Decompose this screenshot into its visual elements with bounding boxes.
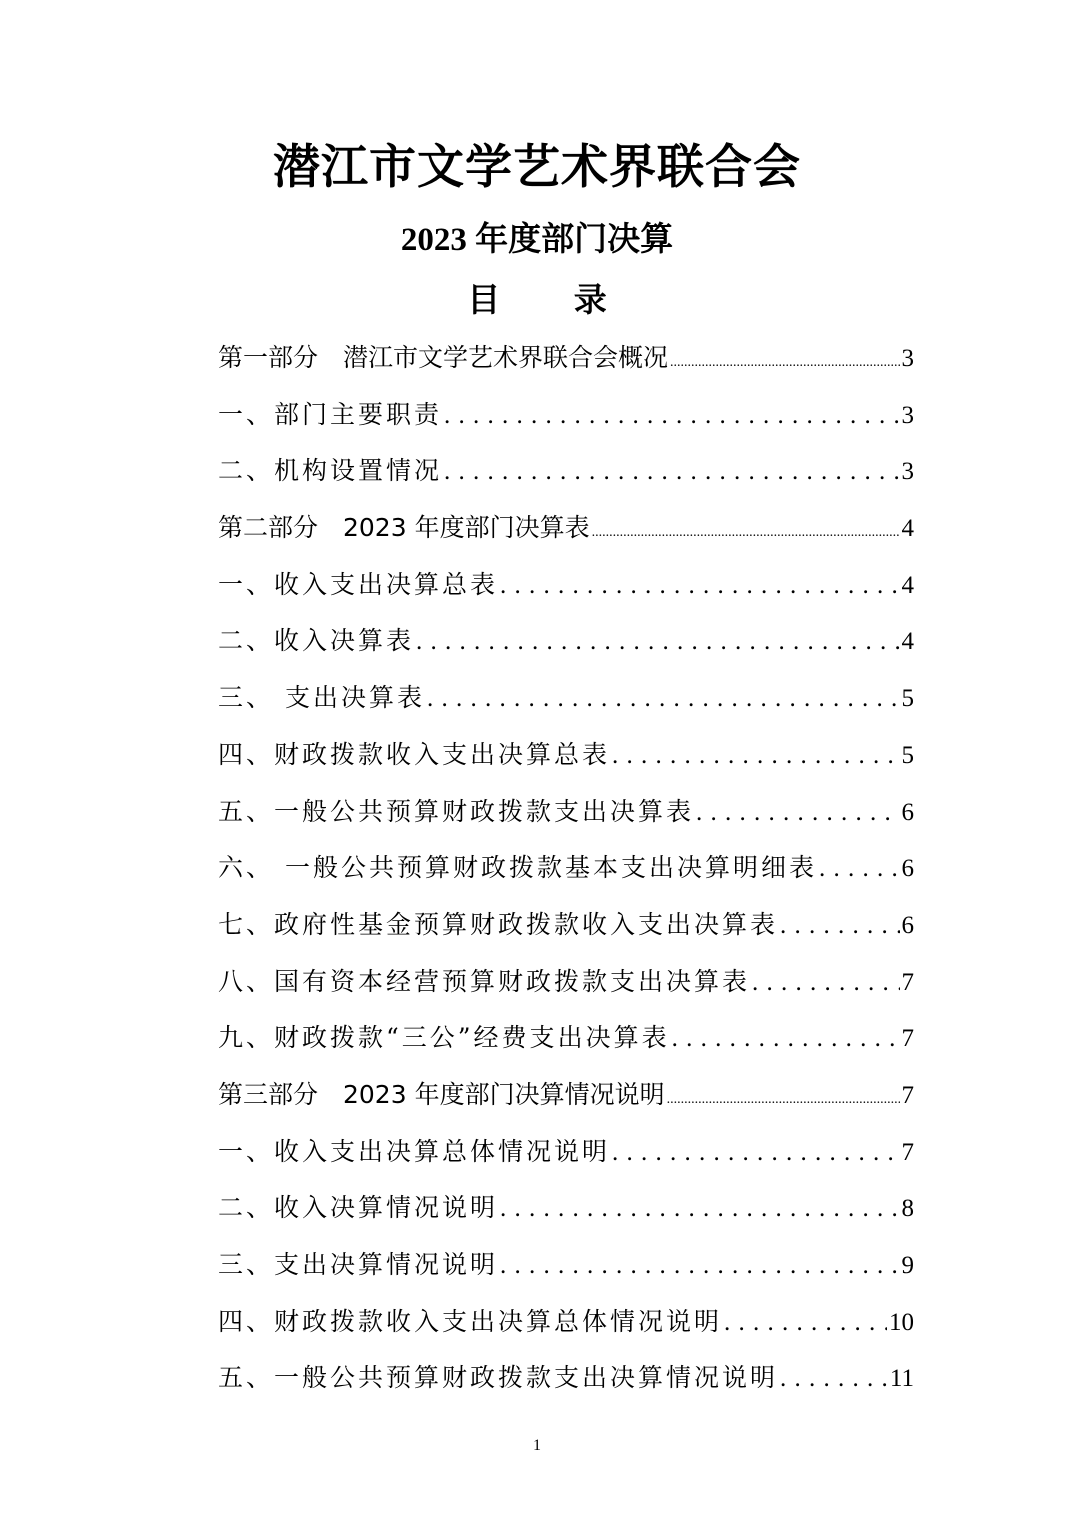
- toc-dot-leader: [780, 897, 899, 954]
- toc-dot-leader: [724, 1294, 887, 1351]
- toc-entry-page: 3: [901, 458, 914, 486]
- toc-dot-leader: [416, 613, 899, 670]
- toc-section-entry[interactable]: [218, 670, 914, 727]
- toc-entry-label: 一、部门主要职责: [218, 399, 443, 429]
- toc-dot-leader: [444, 443, 899, 500]
- toc-section-entry[interactable]: [218, 557, 914, 614]
- toc-section-entry[interactable]: [218, 727, 914, 784]
- toc-entry-page: 7: [901, 1025, 914, 1053]
- toc-dot-leader: [500, 1237, 899, 1294]
- toc-section-entry[interactable]: [218, 613, 914, 670]
- toc-part-entry[interactable]: [218, 1067, 914, 1124]
- toc-entry-page: 6: [901, 911, 914, 939]
- toc-section-entry[interactable]: [218, 1124, 914, 1181]
- toc-entry-label: 六、 一般公共预算财政拨款基本支出决算明细表: [218, 853, 817, 883]
- toc-entry-page: 4: [901, 571, 914, 599]
- toc-entry-label: 五、一般公共预算财政拨款支出决算情况说明: [218, 1363, 779, 1393]
- toc-section-entry[interactable]: [218, 1237, 914, 1294]
- toc-entry-page: 4: [901, 628, 914, 656]
- toc-entry-page: 11: [889, 1365, 914, 1393]
- toc-section-entry[interactable]: [218, 954, 914, 1011]
- toc-section-entry[interactable]: [218, 897, 914, 954]
- toc-entry-label: 三、 支出决算表: [218, 683, 425, 713]
- toc-part-entry[interactable]: [218, 500, 914, 557]
- toc-section-entry[interactable]: [218, 1180, 914, 1237]
- toc-entry-label: 一、收入支出决算总体情况说明: [218, 1136, 611, 1166]
- toc-dot-leader: [612, 1124, 899, 1181]
- toc-dot-leader: [444, 387, 899, 444]
- toc-entry-label: 九、财政拨款“三公”经费支出决算表: [218, 1023, 670, 1053]
- toc-entry-label: 四、财政拨款收入支出决算总表: [218, 739, 611, 769]
- toc-entry-page: 4: [901, 515, 914, 543]
- toc-entry-page: 3: [901, 401, 914, 429]
- toc-dot-leader: [667, 1067, 900, 1124]
- toc-section-entry[interactable]: [218, 1010, 914, 1067]
- toc-entry-label: 一、收入支出决算总表: [218, 569, 499, 599]
- toc-entry-label: 第二部分 2023 年度部门决算表: [218, 513, 590, 543]
- toc-dot-leader: [696, 784, 899, 841]
- toc-dot-leader: [500, 1180, 899, 1237]
- toc-section-entry[interactable]: [218, 1294, 914, 1351]
- toc-section-entry[interactable]: [218, 1350, 914, 1407]
- toc-entry-page: 9: [901, 1252, 914, 1279]
- toc-entry-page: 8: [901, 1195, 914, 1223]
- toc-entry-label: 三、支出决算情况说明: [218, 1250, 499, 1279]
- toc-dot-leader: [752, 954, 899, 1011]
- toc-entry-label: 五、一般公共预算财政拨款支出决算表: [218, 796, 695, 826]
- toc-entry-label: 二、机构设置情况: [218, 456, 443, 486]
- document-subtitle: 2023 年度部门决算: [400, 222, 674, 258]
- toc-entry-page: 6: [901, 855, 914, 883]
- toc-section-entry[interactable]: [218, 387, 914, 444]
- toc-dot-leader: [672, 1010, 900, 1067]
- document-title: 潜江市文学艺术界联合会: [273, 140, 801, 195]
- toc-entry-label: 八、国有资本经营预算财政拨款支出决算表: [218, 966, 751, 996]
- toc-heading: 目 录: [467, 280, 607, 319]
- toc-entry-label: 四、财政拨款收入支出决算总体情况说明: [218, 1306, 723, 1336]
- toc-section-entry[interactable]: [218, 784, 914, 841]
- toc-dot-leader: [780, 1350, 888, 1407]
- toc-entry-page: 5: [901, 741, 914, 769]
- toc-section-entry[interactable]: [218, 840, 914, 897]
- toc-dot-leader: [819, 840, 900, 897]
- page-number: 1: [533, 1437, 541, 1454]
- toc-entry-page: 7: [901, 968, 914, 996]
- toc-section-entry[interactable]: [218, 443, 914, 500]
- toc-entry-page: 6: [901, 798, 914, 826]
- toc-entry-page: 3: [901, 345, 914, 372]
- toc-dot-leader: [592, 500, 900, 557]
- toc-entry-label: 第一部分 潜江市文学艺术界联合会概况: [218, 343, 669, 372]
- toc-dot-leader: [427, 670, 900, 727]
- toc-entry-label: 二、收入决算情况说明: [218, 1193, 499, 1223]
- toc-dot-leader: [500, 557, 899, 614]
- table-of-contents: [218, 330, 914, 1407]
- toc-entry-page: 7: [901, 1081, 914, 1109]
- toc-entry-page: 5: [901, 685, 914, 713]
- toc-entry-label: 七、政府性基金预算财政拨款收入支出决算表: [218, 909, 779, 939]
- toc-entry-label: 第三部分 2023 年度部门决算情况说明: [218, 1079, 665, 1109]
- toc-entry-label: 二、收入决算表: [218, 626, 415, 656]
- toc-entry-page: 7: [901, 1138, 914, 1166]
- toc-dot-leader: [612, 727, 899, 784]
- toc-part-entry[interactable]: [218, 330, 914, 387]
- toc-entry-page: 10: [889, 1308, 914, 1336]
- toc-dot-leader: [670, 330, 899, 387]
